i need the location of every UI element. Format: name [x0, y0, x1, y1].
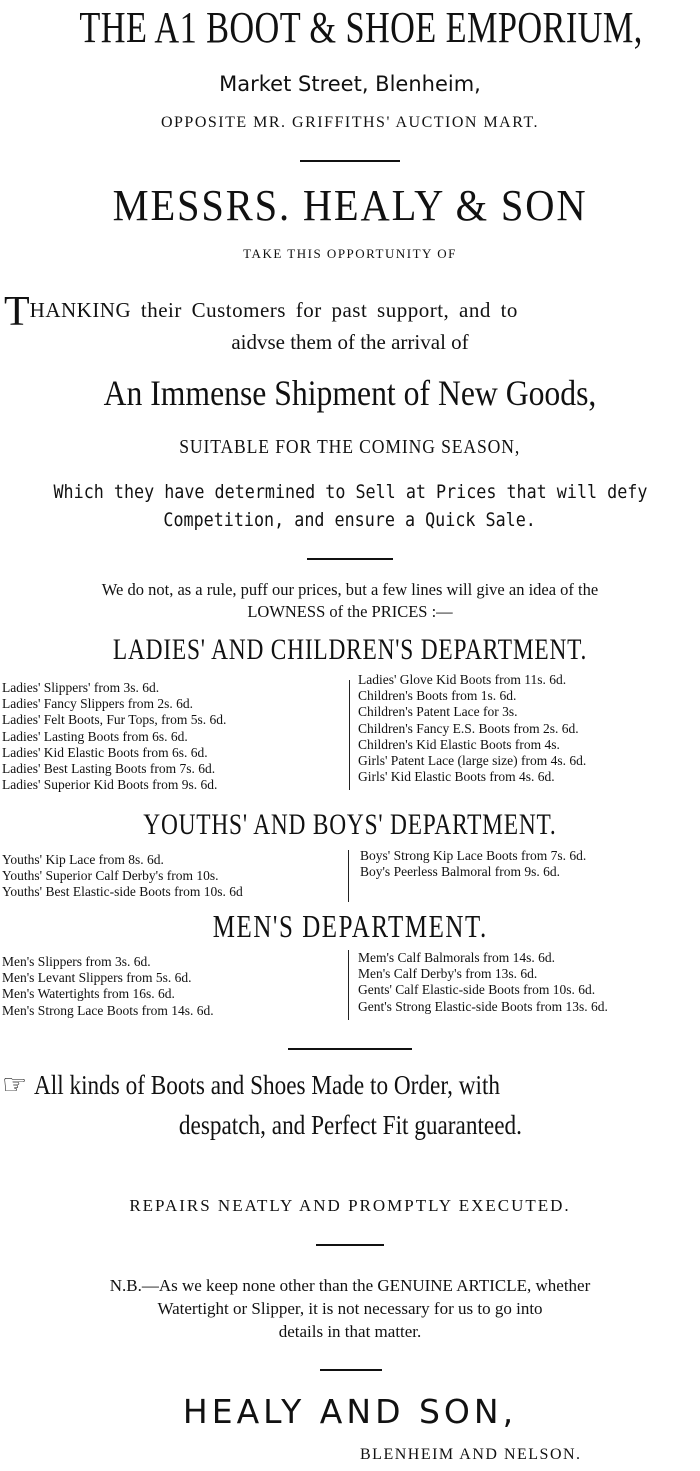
list-item: Children's Boots from 1s. 6d. [358, 688, 517, 704]
sell-line-1: Which they have determined to Sell at Prices that will defy [53, 481, 647, 503]
list-item: Ladies' Lasting Boots from 6s. 6d. [2, 728, 188, 744]
firm-name: MESSRS. HEALY & SON [112, 181, 588, 230]
youths-heading: YOUTHS' AND BOYS' DEPARTMENT. [143, 808, 557, 841]
pointing-hand-icon: ☞ [2, 1068, 28, 1101]
thanking-line: THANKING their Customers for past support, and to [4, 289, 518, 335]
list-item: Children's Kid Elastic Boots from 4s. [358, 736, 560, 752]
sell-line-2: Competition, and ensure a Quick Sale. [163, 509, 537, 531]
list-item: Men's Slippers from 3s. 6d. [2, 954, 151, 969]
repairs-line: REPAIRS NEATLY AND PROMPTLY EXECUTED. [129, 1196, 571, 1215]
list-item: Ladies' Slippers' from 3s. 6d. [2, 680, 160, 695]
list-item: Ladies' Glove Kid Boots from 11s. 6d. [358, 672, 567, 687]
list-item: Ladies' Best Lasting Boots from 7s. 6d. [2, 760, 216, 776]
drop-cap: T [4, 289, 30, 335]
column-divider [348, 850, 349, 902]
list-item: Girls' Patent Lace (large size) from 4s. 6d. [358, 752, 587, 768]
prices-intro-1: We do not, as a rule, puff our prices, but a few lines will give an idea of the [101, 580, 599, 599]
list-item: Youths' Kip Lace from 8s. 6d. [2, 852, 164, 867]
list-item: Mem's Calf Balmorals from 14s. 6d. [358, 950, 556, 965]
list-item: Children's Patent Lace for 3s. [358, 704, 518, 720]
nb-line-2: Watertight or Slipper, it is not necessary for us to go into [157, 1299, 543, 1318]
list-item: Gents' Calf Elastic-side Boots from 10s. 6d. [358, 982, 596, 998]
list-item: Ladies' Superior Kid Boots from 9s. 6d. [2, 777, 218, 793]
list-item: Ladies' Kid Elastic Boots from 6s. 6d. [2, 744, 208, 760]
list-item: Ladies' Felt Boots, Fur Tops, from 5s. 6d. [2, 712, 227, 728]
order-line-2: despatch, and Perfect Fit guaranteed. [178, 1110, 522, 1140]
footer-firm-name: HEALY AND SON, [182, 1392, 518, 1431]
address: Market Street, Blenheim, [219, 72, 481, 96]
youths-left-column [2, 852, 243, 901]
order-line-1: ☞ All kinds of Boots and Shoes Made to Order, with [2, 1068, 500, 1101]
opposite-line: OPPOSITE MR. GRIFFITHS' AUCTION MART. [160, 114, 540, 131]
season-line: SUITABLE FOR THE COMING SEASON, [179, 436, 521, 458]
column-divider [349, 680, 350, 790]
prices-intro-2: LOWNESS of the PRICES :— [247, 602, 453, 621]
take-line: TAKE THIS OPPORTUNITY OF [243, 246, 457, 261]
ladies-right-column [358, 672, 586, 785]
list-item: Men's Strong Lace Boots from 14s. 6d. [2, 1002, 214, 1018]
divider [307, 558, 393, 560]
divider [320, 1369, 382, 1371]
list-item: Youths' Superior Calf Derby's from 10s. [2, 868, 219, 884]
divider [288, 1048, 412, 1050]
ladies-heading: LADIES' AND CHILDREN'S DEPARTMENT. [112, 633, 588, 666]
emporium-title: THE A1 BOOT & SHOE EMPORIUM, [79, 3, 643, 52]
list-item: Boys' Strong Kip Lace Boots from 7s. 6d. [360, 848, 587, 863]
mens-right-column [358, 950, 608, 1015]
youths-right-column [360, 848, 586, 880]
list-item: Youths' Best Elastic-side Boots from 10s. 6d [2, 884, 243, 900]
list-item: Men's Levant Slippers from 5s. 6d. [2, 970, 192, 986]
shipment-headline: An Immense Shipment of New Goods, [103, 373, 597, 413]
nb-line-3: details in that matter. [278, 1322, 422, 1341]
list-item: Children's Fancy E.S. Boots from 2s. 6d. [358, 720, 579, 736]
nb-line-1: N.B.—As we keep none other than the GENUINE ARTICLE, whether [109, 1276, 591, 1295]
column-divider [348, 950, 349, 1020]
divider [316, 1244, 384, 1246]
footer-locations: BLENHEIM AND NELSON. [360, 1446, 582, 1463]
advise-line: aidvse them of the arrival of [231, 330, 469, 354]
list-item: Boy's Peerless Balmoral from 9s. 6d. [360, 864, 561, 880]
list-item: Gent's Strong Elastic-side Boots from 13s. 6d. [358, 998, 608, 1014]
list-item: Ladies' Fancy Slippers from 2s. 6d. [2, 696, 194, 712]
divider [300, 160, 400, 162]
ladies-left-column [2, 680, 226, 793]
mens-left-column [2, 954, 214, 1019]
list-item: Girls' Kid Elastic Boots from 4s. 6d. [358, 769, 555, 785]
list-item: Men's Watertights from 16s. 6d. [2, 986, 175, 1002]
mens-heading: MEN'S DEPARTMENT. [212, 908, 488, 944]
list-item: Men's Calf Derby's from 13s. 6d. [358, 966, 538, 982]
